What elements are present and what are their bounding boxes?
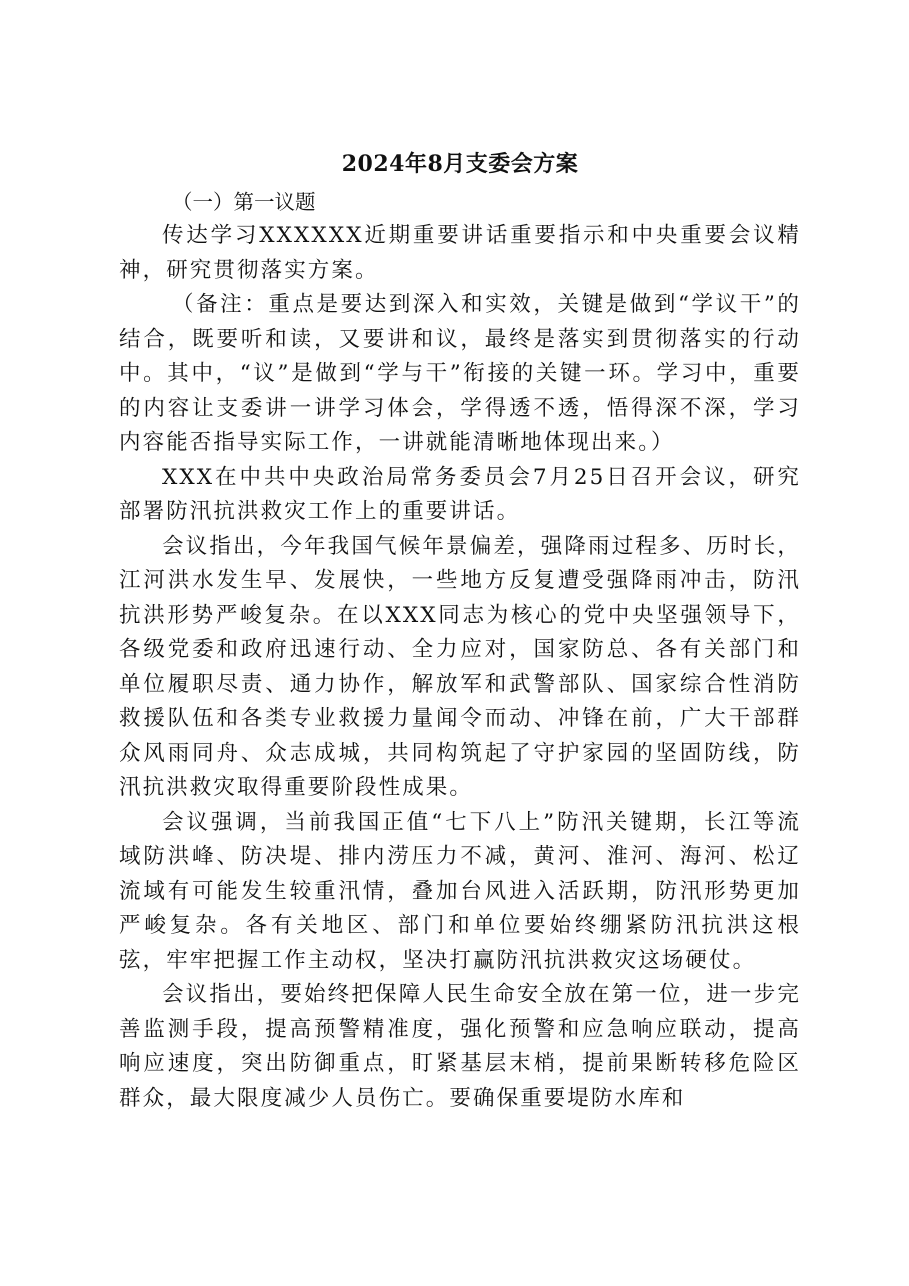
paragraph-topic: 传达学习XXXXXX近期重要讲话重要指示和中央重要会议精神，研究贯彻落实方案。: [119, 223, 801, 283]
paragraph-speech: XXX在中共中央政治局常务委员会7月25日召开会议，研究部署防汛抗洪救灾工作上的重要讲话。: [119, 464, 801, 524]
paragraph-note: （备注：重点是要达到深入和实效，关键是做到“学议干”的结合，既要听和读，又要讲和议，最终是落实到贯彻落实的行动中。其中，“议”是做到“学与干”衔接的关键一环。学习中，重要的内容让支委讲一讲学习体会，学得透不透，悟得深不深，学习内容能否指导实际工作，一讲就能清晰地体现出来。）: [119, 292, 801, 455]
paragraph-meeting-pointed-2: 会议指出，要始终把保障人民生命安全放在第一位，进一步完善监测手段，提高预警精准度，强化预警和应急响应联动，提高响应速度，突出防御重点，盯紧基层末梢，提前果断转移危险区群众，最大限度减少人员伤亡。要确保重要堤防水库和: [119, 982, 801, 1111]
paragraph-meeting-pointed: 会议指出，今年我国气候年景偏差，强降雨过程多、历时长，江河洪水发生早、发展快，一些地方反复遭受强降雨冲击，防汛抗洪形势严峻复杂。在以XXX同志为核心的党中央坚强领导下，各级党委和政府迅速行动、全力应对，国家防总、各有关部门和单位履职尽责、通力协作，解放军和武警部队、国家综合性消防救援队伍和各类专业救援力量闻令而动、冲锋在前，广大干部群众风雨同舟、众志成城，共同构筑起了守护家园的坚固防线，防汛抗洪救灾取得重要阶段性成果。: [119, 533, 801, 800]
document-title: 2024年8月支委会方案: [341, 151, 579, 177]
document-body: [119, 142, 801, 1116]
section-heading: （一）第一议题: [172, 190, 316, 214]
paragraph-meeting-emphasized: 会议强调，当前我国正值“七下八上”防汛关键期，长江等流域防洪峰、防决堤、排内涝压力不减，黄河、淮河、海河、松辽流域有可能发生较重汛情，叠加台风进入活跃期，防汛形势更加严峻复杂。各有关地区、部门和单位要始终绷紧防汛抗洪这根弦，牢牢把握工作主动权，坚决打赢防汛抗洪救灾这场硬仗。: [119, 809, 801, 973]
